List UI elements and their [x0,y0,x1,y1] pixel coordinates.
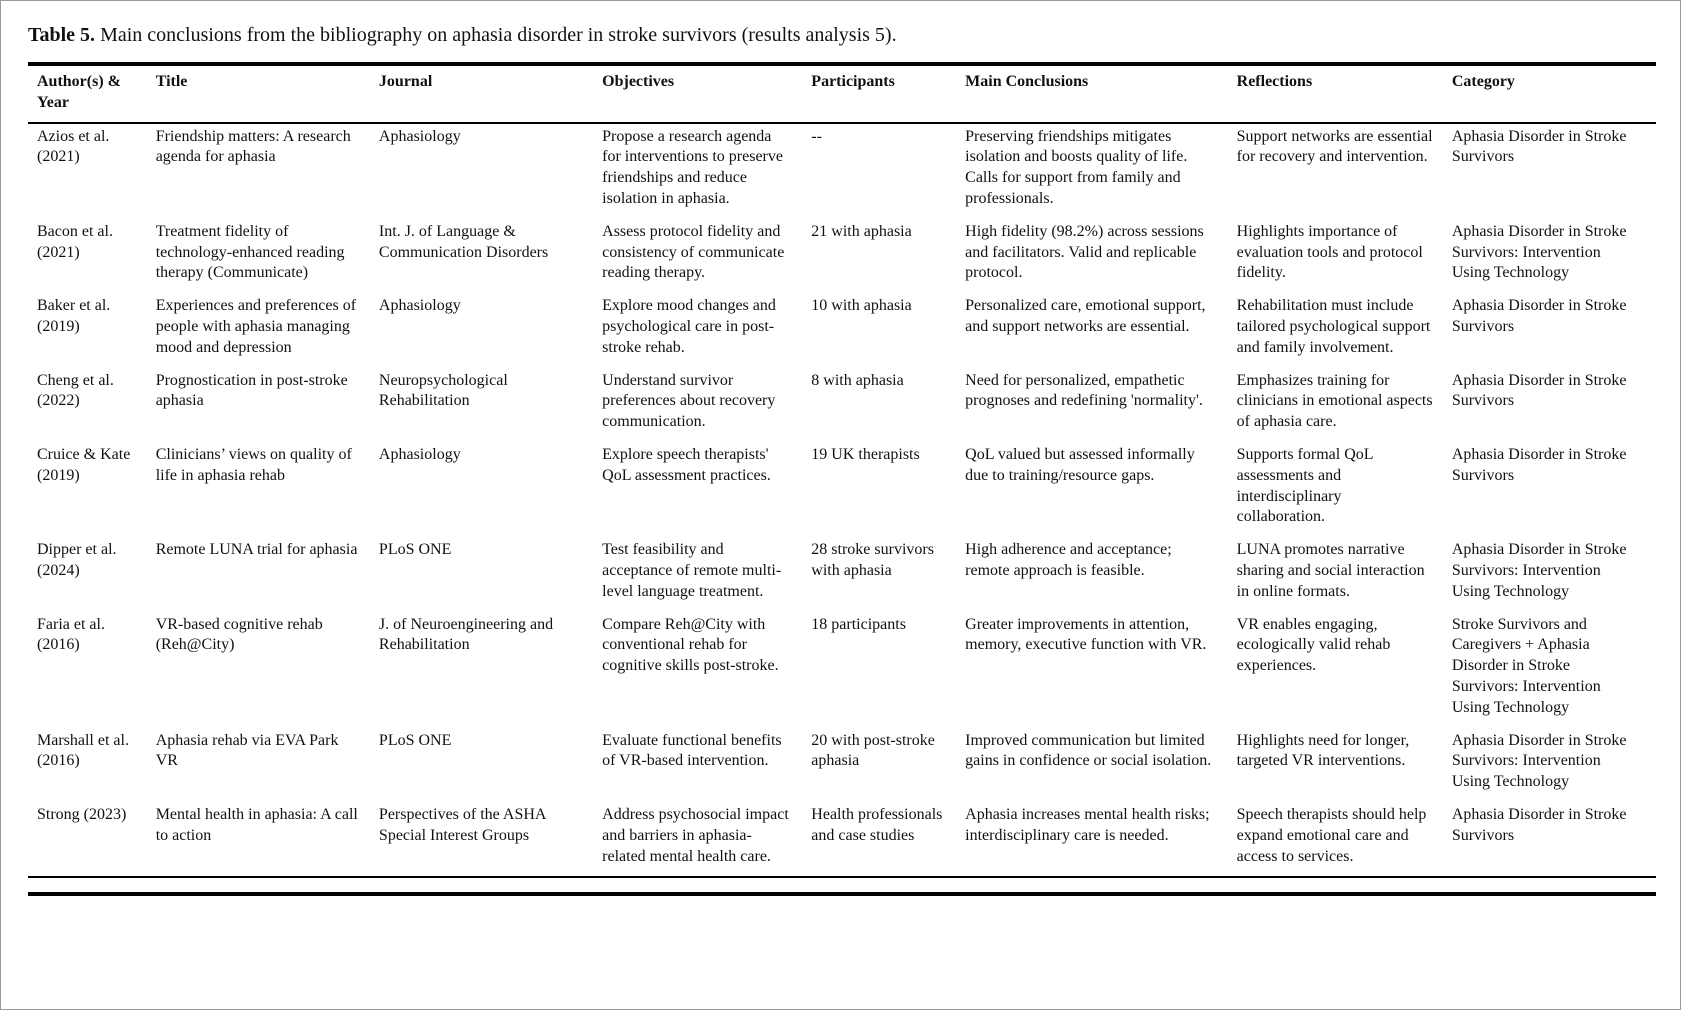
table-cell: Highlights need for longer, targeted VR interventions. [1236,731,1410,770]
table-cell: Azios et al. (2021) [37,127,110,166]
table-cell: Explore speech therapists' QoL assessment practices. [602,445,771,484]
results-table [28,62,1656,878]
table-cell: Assess protocol fidelity and consistency of communicate reading therapy. [602,222,785,282]
column-header: Participants [811,64,965,123]
table-header-row [28,64,1656,123]
table-row [28,368,1656,442]
table-cell: Bacon et al. (2021) [37,222,113,261]
table-cell: Friendship matters: A research agenda for aphasia [155,127,351,166]
table-cell: J. of Neuroengineering and Rehabilitation [378,615,554,654]
table-caption-text: Main conclusions from the bibliography on aphasia disorder in stroke survivors (results analysis 5). [95,24,897,46]
table-cell: Cheng et al. (2022) [37,371,114,410]
table-cell: Aphasia Disorder in Stroke Survivors [1451,297,1627,335]
table-cell: Aphasia Disorder in Stroke Survivors: Intervention Using Technology [1451,541,1627,600]
table-cell: Faria et al. (2016) [37,615,105,654]
table-row [28,537,1656,611]
table-cell: Aphasia Disorder in Stroke Survivors [1451,805,1627,844]
table-cell: 8 with aphasia [811,371,904,389]
table-cell: Support networks are essential for recovery and intervention. [1236,127,1433,166]
table-cell: Compare Reh@City with conventional rehab for cognitive skills post-stroke. [602,615,779,675]
table-cell: Personalized care, emotional support, and support networks are essential. [965,297,1206,335]
table-cell: QoL valued but assessed informally due to training/resource gaps. [965,445,1195,484]
table-cell: Mental health in aphasia: A call to action [155,805,358,844]
table-cell: 10 with aphasia [811,297,912,315]
column-header: Journal [379,64,602,123]
table-cell: Address psychosocial impact and barriers in aphasia-related mental health care. [602,805,789,865]
table-row [28,293,1656,367]
table-cell: LUNA promotes narrative sharing and social interaction in online formats. [1236,541,1425,600]
table-cell: High adherence and acceptance; remote approach is feasible. [965,541,1172,579]
table-cell: Treatment fidelity of technology-enhanced reading therapy (Communicate) [155,222,345,282]
table-cell: Int. J. of Language & Communication Disorders [378,222,549,261]
table-cell: Understand survivor preferences about recovery communication. [602,371,776,431]
table-cell: Aphasiology [378,445,461,463]
table-cell: Improved communication but limited gains in confidence or social isolation. [965,731,1212,770]
table-cell: Neuropsychological Rehabilitation [378,371,508,410]
table-row [28,219,1656,293]
table-row [28,802,1656,877]
table-cell: Dipper et al. (2024) [37,541,117,579]
table-cell: Speech therapists should help expand emotional care and access to services. [1236,805,1427,865]
table-bottom-rule [28,892,1656,896]
table-cell: 18 participants [811,615,906,633]
table-cell: PLoS ONE [378,731,452,749]
table-cell: -- [811,127,822,145]
table-cell: Cruice & Kate (2019) [37,445,131,484]
table-cell: Aphasia Disorder in Stroke Survivors [1451,127,1627,166]
table-cell: Emphasizes training for clinicians in emotional aspects of aphasia care. [1236,371,1433,431]
table-row [28,123,1656,219]
table-cell: High fidelity (98.2%) across sessions and facilitators. Valid and replicable protocol. [965,222,1204,282]
table-cell: 21 with aphasia [811,222,912,240]
table-cell: 28 stroke survivors with aphasia [811,541,934,579]
table-row [28,728,1656,802]
column-header: Author(s) & Year [28,64,156,123]
column-header: Title [156,64,379,123]
table-cell: Perspectives of the ASHA Special Interest Groups [378,805,546,844]
table-cell: Strong (2023) [37,805,127,823]
table-cell: Aphasia Disorder in Stroke Survivors: Intervention Using Technology [1451,731,1627,791]
table-row [28,442,1656,537]
table-cell: Aphasia rehab via EVA Park VR [155,731,339,770]
table-cell: Aphasia Disorder in Stroke Survivors [1451,445,1627,484]
table-cell: Aphasia increases mental health risks; interdisciplinary care is needed. [965,805,1210,844]
table-caption [28,23,1650,48]
table-cell: Highlights importance of evaluation tools and protocol fidelity. [1236,222,1423,282]
table-cell: Marshall et al. (2016) [37,731,129,770]
table-cell: Test feasibility and acceptance of remote multi-level language treatment. [602,541,782,600]
table-cell: 20 with post-stroke aphasia [811,731,935,770]
table-cell: Need for personalized, empathetic prognoses and redefining 'normality'. [965,371,1203,410]
table-cell: Experiences and preferences of people with aphasia managing mood and depression [155,297,357,356]
table-cell: Clinicians’ views on quality of life in aphasia rehab [155,445,352,484]
table-row [28,612,1656,728]
table-cell: Aphasiology [378,297,461,315]
table-cell: Evaluate functional benefits of VR-based intervention. [602,731,782,770]
table-cell: Remote LUNA trial for aphasia [155,541,358,559]
table-cell: Aphasia Disorder in Stroke Survivors: Intervention Using Technology [1451,222,1627,282]
table-cell: VR enables engaging, ecologically valid rehab experiences. [1236,615,1391,675]
table-cell: Preserving friendships mitigates isolation and boosts quality of life. Calls for support from family and professionals. [965,127,1188,207]
table-cell: Baker et al. (2019) [37,297,111,335]
table-cell: VR-based cognitive rehab (Reh@City) [155,615,323,654]
table-cell: Stroke Survivors and Caregivers + Aphasia Disorder in Stroke Survivors: Intervention Using Technology [1451,615,1601,716]
table-cell: Aphasia Disorder in Stroke Survivors [1451,371,1627,410]
table-cell: Supports formal QoL assessments and interdisciplinary collaboration. [1236,445,1373,526]
table-cell: Greater improvements in attention, memory, executive function with VR. [965,615,1207,654]
table-cell: Prognostication in post-stroke aphasia [155,371,348,410]
table-caption-label: Table 5. [28,24,96,46]
table-cell: Rehabilitation must include tailored psychological support and family involvement. [1236,297,1431,356]
table-cell: 19 UK therapists [811,445,920,463]
table-cell: Aphasiology [378,127,461,145]
table-cell: Health professionals and case studies [811,805,943,844]
column-header: Category [1452,64,1656,123]
table-cell: PLoS ONE [378,541,452,559]
column-header: Objectives [602,64,811,123]
table-cell: Propose a research agenda for interventions to preserve friendships and reduce isolation in aphasia. [602,127,783,207]
column-header: Main Conclusions [965,64,1237,123]
column-header: Reflections [1237,64,1452,123]
table-cell: Explore mood changes and psychological care in post-stroke rehab. [602,297,776,356]
